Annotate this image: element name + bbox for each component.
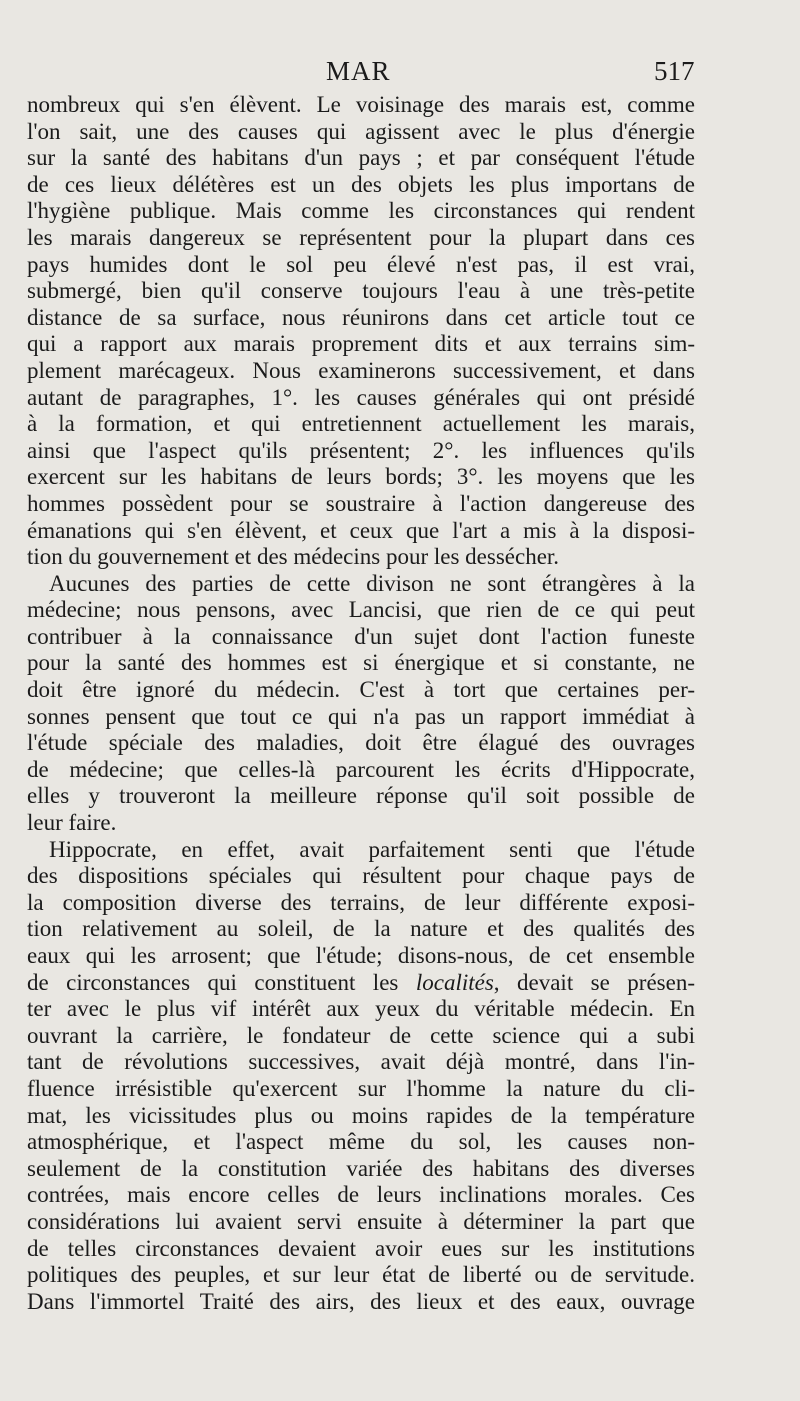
text-line: ainsi que l'aspect qu'ils présentent; 2°. les influences qu'ils	[27, 437, 695, 463]
text-line: distance de sa surface, nous réunirons dans cet article tout ce	[27, 304, 695, 330]
text-line: ter avec le plus vif intérêt aux yeux du véritable médecin. En	[27, 996, 695, 1022]
text-line: l'étude spéciale des maladies, doit être élagué des ouvrages	[27, 730, 695, 756]
text-line: l'hygiène publique. Mais comme les circonstances qui rendent	[27, 198, 695, 224]
text-line: ouvrant la carrière, le fondateur de cette science qui a subi	[27, 1022, 695, 1048]
text-line: nombreux qui s'en élèvent. Le voisinage des marais est, comme	[27, 92, 695, 117]
text-line: de circonstances qui constituent les localités, devait se présen-	[27, 969, 695, 995]
text-line: de telles circonstances devaient avoir eues sur les institutions	[27, 1235, 695, 1261]
text-line: eaux qui les arrosent; que l'étude; disons-nous, de cet ensemble	[27, 943, 695, 968]
text-line: Aucunes des parties de cette divison ne sont étrangères à la	[49, 570, 695, 596]
text-line: tant de révolutions successives, avait déjà montré, dans l'in-	[27, 1049, 695, 1075]
text-line: seulement de la constitution variée des habitans des diverses	[27, 1155, 695, 1181]
text-line: leur faire.	[27, 810, 117, 836]
text-line: qui a rapport aux marais proprement dits et aux terrains sim-	[27, 331, 695, 357]
text-line: tion du gouvernement et des médecins pour les dessécher.	[27, 544, 560, 570]
text-line: Dans l'immortel Traité des airs, des lieux et des eaux, ouvrage	[27, 1288, 695, 1314]
running-title: MAR	[326, 56, 391, 86]
text-line: émanations qui s'en élèvent, et ceux que l'art a mis à la disposi-	[27, 517, 695, 543]
text-line: considérations lui avaient servi ensuite à déterminer la part que	[27, 1208, 695, 1234]
text-line: la composition diverse des terrains, de leur différente exposi-	[27, 889, 695, 915]
page-number: 517	[654, 56, 695, 86]
text-line: plement marécageux. Nous examinerons successivement, et dans	[27, 357, 695, 383]
text-line: des dispositions spéciales qui résultent pour chaque pays de	[27, 863, 695, 889]
text-line: sur la santé des habitans d'un pays ; et par conséquent l'étude	[27, 145, 695, 171]
text-line: elles y trouveront la meilleure réponse qu'il soit possible de	[27, 783, 695, 809]
body-text	[27, 92, 695, 1315]
text-line: Hippocrate, en effet, avait parfaitement senti que l'étude	[49, 836, 695, 862]
text-line: politiques des peuples, et sur leur état de liberté ou de servitude.	[27, 1262, 695, 1288]
text-line: de médecine; que celles-là parcourent les écrits d'Hippocrate,	[27, 756, 695, 782]
text-line: à la formation, et qui entretiennent actuellement les marais,	[27, 411, 695, 437]
text-line: doit être ignoré du médecin. C'est à tort que certaines per-	[27, 677, 695, 703]
text-line: hommes possèdent pour se soustraire à l'action dangereuse des	[27, 490, 695, 516]
text-line: fluence irrésistible qu'exercent sur l'homme la nature du cli-	[27, 1075, 695, 1101]
text-line: médecine; nous pensons, avec Lancisi, que rien de ce qui peut	[27, 597, 695, 623]
text-line: les marais dangereux se représentent pour la plupart dans ces	[27, 224, 695, 250]
text-line: exercent sur les habitans de leurs bords; 3°. les moyens que les	[27, 464, 695, 490]
text-line: contribuer à la connaissance d'un sujet dont l'action funeste	[27, 623, 695, 649]
text-line: mat, les vicissitudes plus ou moins rapides de la température	[27, 1102, 695, 1128]
text-line: atmosphérique, et l'aspect même du sol, les causes non-	[27, 1129, 695, 1155]
text-line: l'on sait, une des causes qui agissent avec le plus d'énergie	[27, 118, 695, 144]
text-line: submergé, bien qu'il conserve toujours l'eau à une très-petite	[27, 278, 695, 304]
text-line: sonnes pensent que tout ce qui n'a pas un rapport immédiat à	[27, 703, 695, 729]
running-header	[0, 56, 800, 90]
text-line: contrées, mais encore celles de leurs inclinations morales. Ces	[27, 1182, 695, 1208]
text-line: pour la santé des hommes est si énergique et si constante, ne	[27, 650, 695, 676]
text-line: autant de paragraphes, 1°. les causes générales qui ont présidé	[27, 384, 695, 410]
text-line: pays humides dont le sol peu élevé n'est pas, il est vrai,	[27, 251, 695, 277]
text-line: de ces lieux délétères est un des objets les plus importans de	[27, 171, 695, 197]
text-line: tion relativement au soleil, de la nature et des qualités des	[27, 916, 695, 942]
